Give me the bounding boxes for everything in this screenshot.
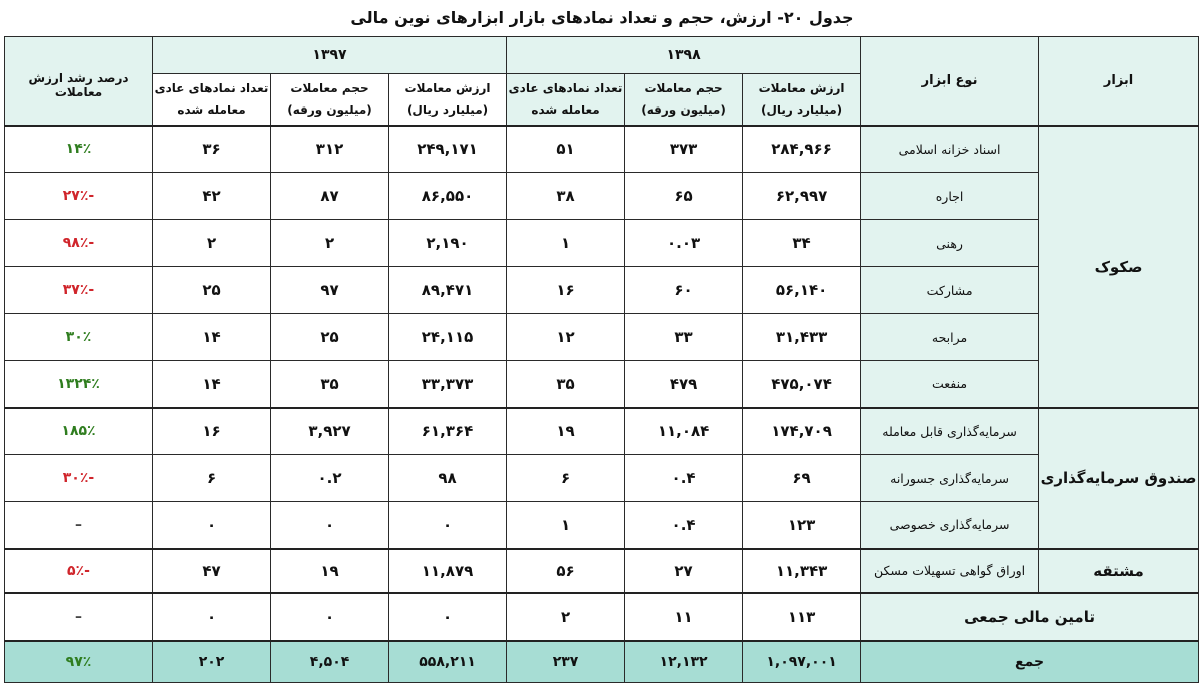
value-1398: ۳۱,۴۳۳ [743, 314, 861, 361]
table-row [5, 455, 1199, 502]
value-1397: ۳۳,۳۷۳ [389, 361, 507, 408]
table-row [5, 408, 1199, 455]
growth-cell: ۳۰٪ [5, 314, 153, 361]
symbols-1397: ۶ [153, 455, 271, 502]
growth-cell: -۳۷٪ [5, 267, 153, 314]
symbols-1398: ۱ [507, 502, 625, 549]
value-1398: ۴۷۵,۰۷۴ [743, 361, 861, 408]
value-1398: ۱۲۳ [743, 502, 861, 549]
header-symbols-label: تعداد نمادهای عادی [154, 81, 269, 96]
growth-cell: -۲۷٪ [5, 173, 153, 220]
growth-cell: ۱۴٪ [5, 126, 153, 173]
instrument-type-cell: اجاره [861, 173, 1039, 220]
value-1397: ۰ [389, 502, 507, 549]
growth-cell: -۳۰٪ [5, 455, 153, 502]
volume-1397: ۹۷ [271, 267, 389, 314]
total-row [5, 641, 1199, 683]
value-1398: ۱۱,۳۴۳ [743, 549, 861, 593]
volume-1398: ۶۵ [625, 173, 743, 220]
group-investment-fund: صندوق سرمایه‌گذاری [1039, 408, 1199, 549]
header-value-label: ارزش معاملات [404, 81, 491, 96]
value-1397: ۹۸ [389, 455, 507, 502]
symbols-1398: ۳۸ [507, 173, 625, 220]
growth-cell: ۱۳۲۴٪ [5, 361, 153, 408]
volume-1397: ۰ [271, 502, 389, 549]
symbols-1398: ۵۱ [507, 126, 625, 173]
table-row [5, 314, 1199, 361]
volume-1397: ۲۵ [271, 314, 389, 361]
data-table [4, 36, 1199, 683]
total-label: جمع [861, 641, 1199, 683]
group-sukuk: صکوک [1039, 126, 1199, 408]
value-1397: ۲,۱۹۰ [389, 220, 507, 267]
volume-1398: ۲۷ [625, 549, 743, 593]
value-1397: ۱۱,۸۷۹ [389, 549, 507, 593]
total-volume-1398: ۱۲,۱۳۲ [625, 641, 743, 683]
volume-1398: ۳۳ [625, 314, 743, 361]
table-row [5, 173, 1199, 220]
header-volume-unit: (میلیون ورقه) [641, 103, 726, 118]
instrument-type-cell: اسناد خزانه اسلامی [861, 126, 1039, 173]
instrument-type-cell: سرمایه‌گذاری قابل معامله [861, 408, 1039, 455]
value-1398: ۳۴ [743, 220, 861, 267]
header-year-1398: ۱۳۹۸ [507, 37, 861, 74]
volume-1397: ۰ [271, 593, 389, 641]
value-1397: ۶۱,۳۶۴ [389, 408, 507, 455]
volume-1398: ۱۱ [625, 593, 743, 641]
symbols-1397: ۳۶ [153, 126, 271, 173]
symbols-1398: ۱۲ [507, 314, 625, 361]
table-row [5, 593, 1199, 641]
value-1397: ۰ [389, 593, 507, 641]
total-value-1397: ۵۵۸,۲۱۱ [389, 641, 507, 683]
symbols-1397: ۲۵ [153, 267, 271, 314]
symbols-1398: ۱ [507, 220, 625, 267]
header-symbols-sub: معامله شده [531, 103, 600, 118]
table-row [5, 126, 1199, 173]
total-symbols-1397: ۲۰۲ [153, 641, 271, 683]
header-year-1397: ۱۳۹۷ [153, 37, 507, 74]
table-row [5, 502, 1199, 549]
symbols-1397: ۰ [153, 502, 271, 549]
header-growth: درصد رشد ارزش معاملات [5, 37, 153, 126]
header-volume-1397 [271, 74, 389, 126]
header-value-label: ارزش معاملات [758, 81, 845, 96]
instrument-type-cell: سرمایه‌گذاری خصوصی [861, 502, 1039, 549]
symbols-1398: ۵۶ [507, 549, 625, 593]
value-1397: ۸۹,۴۷۱ [389, 267, 507, 314]
volume-1398: ۰.۴ [625, 502, 743, 549]
growth-cell: – [5, 593, 153, 641]
value-1397: ۲۴۹,۱۷۱ [389, 126, 507, 173]
volume-1398: ۰.۴ [625, 455, 743, 502]
header-value-1397 [389, 74, 507, 126]
volume-1397: ۳۱۲ [271, 126, 389, 173]
header-volume-label: حجم معاملات [644, 81, 723, 96]
table-row [5, 220, 1199, 267]
symbols-1397: ۱۴ [153, 361, 271, 408]
header-symbols-label: تعداد نمادهای عادی [508, 81, 623, 96]
total-volume-1397: ۴,۵۰۴ [271, 641, 389, 683]
header-symbols-sub: معامله شده [177, 103, 246, 118]
symbols-1398: ۳۵ [507, 361, 625, 408]
symbols-1397: ۰ [153, 593, 271, 641]
symbols-1397: ۴۷ [153, 549, 271, 593]
symbols-1397: ۱۴ [153, 314, 271, 361]
group-crowdfunding: تامین مالی جمعی [861, 593, 1199, 641]
table-row [5, 267, 1199, 314]
volume-1397: ۰.۲ [271, 455, 389, 502]
header-instrument-type: نوع ابزار [861, 37, 1039, 126]
volume-1397: ۸۷ [271, 173, 389, 220]
group-derivative: مشتقه [1039, 549, 1199, 593]
header-value-unit: (میلیارد ریال) [760, 103, 843, 118]
total-symbols-1398: ۲۳۷ [507, 641, 625, 683]
growth-cell: -۹۸٪ [5, 220, 153, 267]
value-1398: ۱۷۴,۷۰۹ [743, 408, 861, 455]
instrument-type-cell: سرمایه‌گذاری جسورانه [861, 455, 1039, 502]
instrument-type-cell: رهنی [861, 220, 1039, 267]
header-volume-label: حجم معاملات [290, 81, 369, 96]
header-symbols-1398 [507, 74, 625, 126]
value-1397: ۲۴,۱۱۵ [389, 314, 507, 361]
instrument-type-cell: مرابحه [861, 314, 1039, 361]
page-title: جدول ۲۰- ارزش، حجم و تعداد نمادهای بازار ابزارهای نوین مالی [350, 8, 854, 27]
value-1398: ۶۲,۹۹۷ [743, 173, 861, 220]
total-growth: ۹۷٪ [5, 641, 153, 683]
instrument-type-cell: اوراق گواهی تسهیلات مسکن [861, 549, 1039, 593]
volume-1397: ۳۵ [271, 361, 389, 408]
value-1397: ۸۶,۵۵۰ [389, 173, 507, 220]
symbols-1398: ۱۹ [507, 408, 625, 455]
header-symbols-1397 [153, 74, 271, 126]
volume-1398: ۱۱,۰۸۴ [625, 408, 743, 455]
volume-1397: ۱۹ [271, 549, 389, 593]
header-volume-unit: (میلیون ورقه) [287, 103, 372, 118]
symbols-1397: ۱۶ [153, 408, 271, 455]
symbols-1398: ۲ [507, 593, 625, 641]
header-instrument: ابزار [1039, 37, 1199, 126]
symbols-1397: ۲ [153, 220, 271, 267]
volume-1398: ۳۷۳ [625, 126, 743, 173]
volume-1397: ۲ [271, 220, 389, 267]
growth-cell: – [5, 502, 153, 549]
total-value-1398: ۱,۰۹۷,۰۰۱ [743, 641, 861, 683]
header-value-unit: (میلیارد ریال) [406, 103, 489, 118]
table-row [5, 549, 1199, 593]
instrument-type-cell: مشارکت [861, 267, 1039, 314]
volume-1397: ۳,۹۲۷ [271, 408, 389, 455]
volume-1398: ۴۷۹ [625, 361, 743, 408]
header-volume-1398 [625, 74, 743, 126]
value-1398: ۱۱۳ [743, 593, 861, 641]
instrument-type-cell: منفعت [861, 361, 1039, 408]
header-value-1398 [743, 74, 861, 126]
table-row [5, 361, 1199, 408]
volume-1398: ۶۰ [625, 267, 743, 314]
value-1398: ۵۶,۱۴۰ [743, 267, 861, 314]
symbols-1397: ۴۲ [153, 173, 271, 220]
value-1398: ۲۸۴,۹۶۶ [743, 126, 861, 173]
symbols-1398: ۶ [507, 455, 625, 502]
symbols-1398: ۱۶ [507, 267, 625, 314]
volume-1398: ۰.۰۳ [625, 220, 743, 267]
growth-cell: ۱۸۵٪ [5, 408, 153, 455]
growth-cell: -۵٪ [5, 549, 153, 593]
value-1398: ۶۹ [743, 455, 861, 502]
